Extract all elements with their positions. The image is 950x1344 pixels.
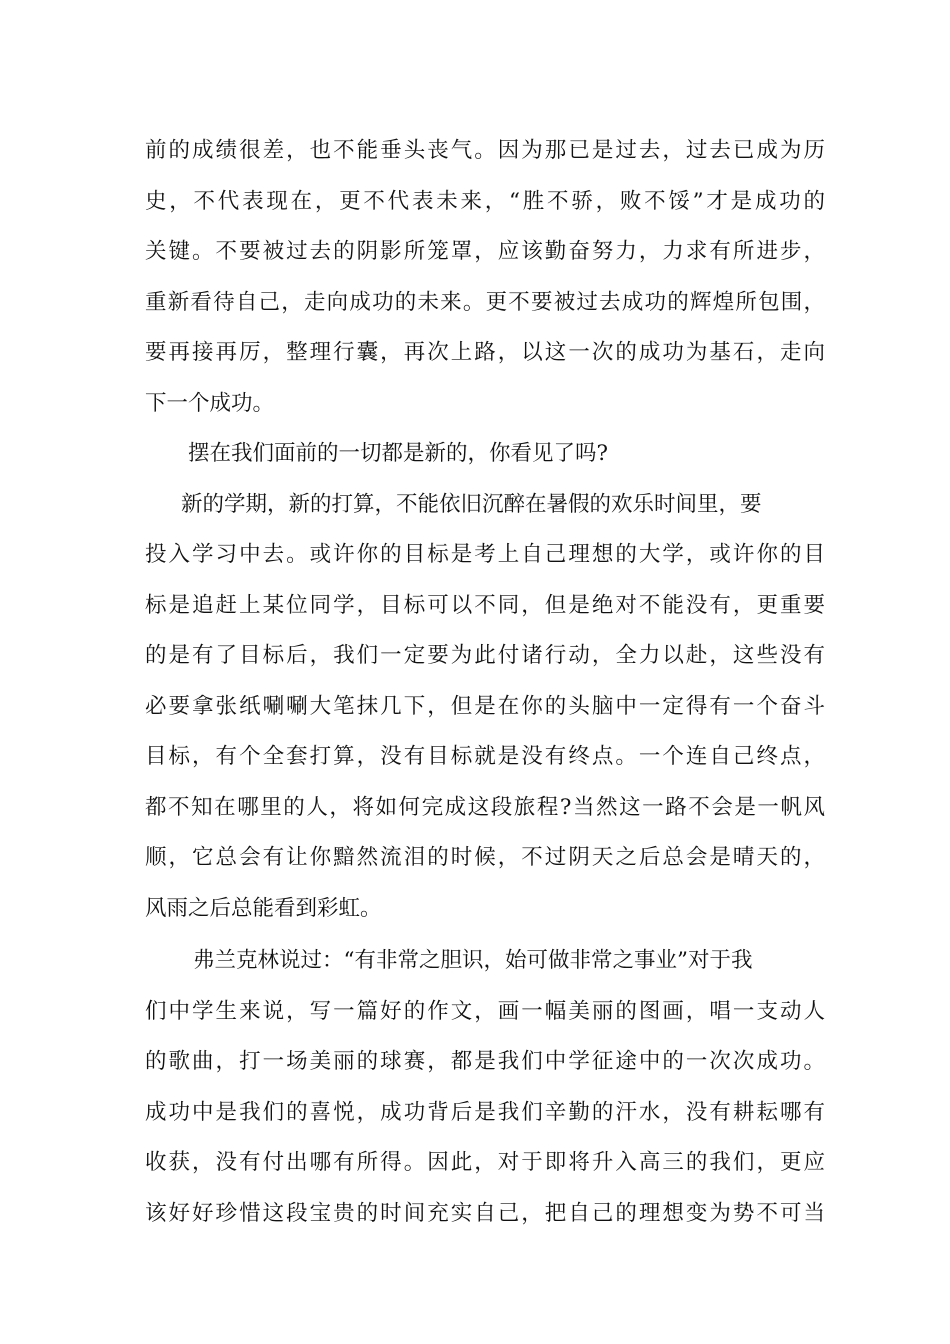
paragraph-line: 前的成绩很差，也不能垂头丧气。因为那已是过去，过去已成为历 (145, 138, 825, 163)
paragraph-line: 成功中是我们的喜悦，成功背后是我们辛勤的汗水，没有耕耘哪有 (145, 1099, 825, 1125)
paragraph-line: 该好好珍惜这段宝贵的时间充实自己，把自己的理想变为势不可当 (145, 1200, 825, 1226)
paragraph-line: 史，不代表现在，更不代表未来，“胜不骄，败不馁”才是成功的 (145, 188, 825, 214)
paragraph-line: 弗兰克林说过：“有非常之胆识，始可做非常之事业”对于我 (193, 948, 753, 973)
paragraph-line: 必要拿张纸唰唰大笔抹几下，但是在你的头脑中一定得有一个奋斗 (145, 693, 825, 719)
paragraph-4 (145, 936, 825, 1239)
paragraph-line: 要再接再厉，整理行囊，再次上路，以这一次的成功为基石，走向 (145, 340, 825, 365)
document-text-body (145, 126, 825, 1239)
paragraph-line: 投入学习中去。或许你的目标是考上自己理想的大学，或许你的目 (145, 542, 825, 567)
paragraph-line: 顺，它总会有让你黯然流泪的时候，不过阴天之后总会是晴天的， (145, 845, 825, 870)
paragraph-line: 重新看待自己，走向成功的未来。更不要被过去成功的辉煌所包围， (145, 289, 825, 315)
paragraph-line: 目标，有个全套打算，没有目标就是没有终点。一个连自己终点， (145, 744, 825, 769)
paragraph-line: 摆在我们面前的一切都是新的，你看见了吗? (188, 441, 609, 466)
paragraph-line: 下一个成功。 (145, 390, 275, 416)
paragraph-line: 收获，没有付出哪有所得。因此，对于即将升入高三的我们，更应 (145, 1150, 825, 1175)
paragraph-3 (145, 480, 825, 935)
paragraph-line: 新的学期，新的打算，不能依旧沉醉在暑假的欢乐时间里，要 (181, 491, 762, 517)
paragraph-line: 标是追赶上某位同学，目标可以不同，但是绝对不能没有，更重要 (145, 592, 825, 618)
paragraph-line: 关键。不要被过去的阴影所笼罩，应该勤奋努力，力求有所进步， (145, 239, 825, 264)
paragraph-1 (145, 126, 825, 429)
paragraph-line: 都不知在哪里的人，将如何完成这段旅程?当然这一路不会是一帆风 (145, 794, 825, 820)
paragraph-line: 们中学生来说，写一篇好的作文，画一幅美丽的图画，唱一支动人 (145, 998, 825, 1024)
paragraph-line: 的歌曲，打一场美丽的球赛，都是我们中学征途中的一次次成功。 (145, 1049, 825, 1074)
paragraph-line: 的是有了目标后，我们一定要为此付诸行动，全力以赴，这些没有 (145, 643, 825, 668)
paragraph-2 (145, 429, 825, 480)
paragraph-line: 风雨之后总能看到彩虹。 (145, 895, 382, 921)
